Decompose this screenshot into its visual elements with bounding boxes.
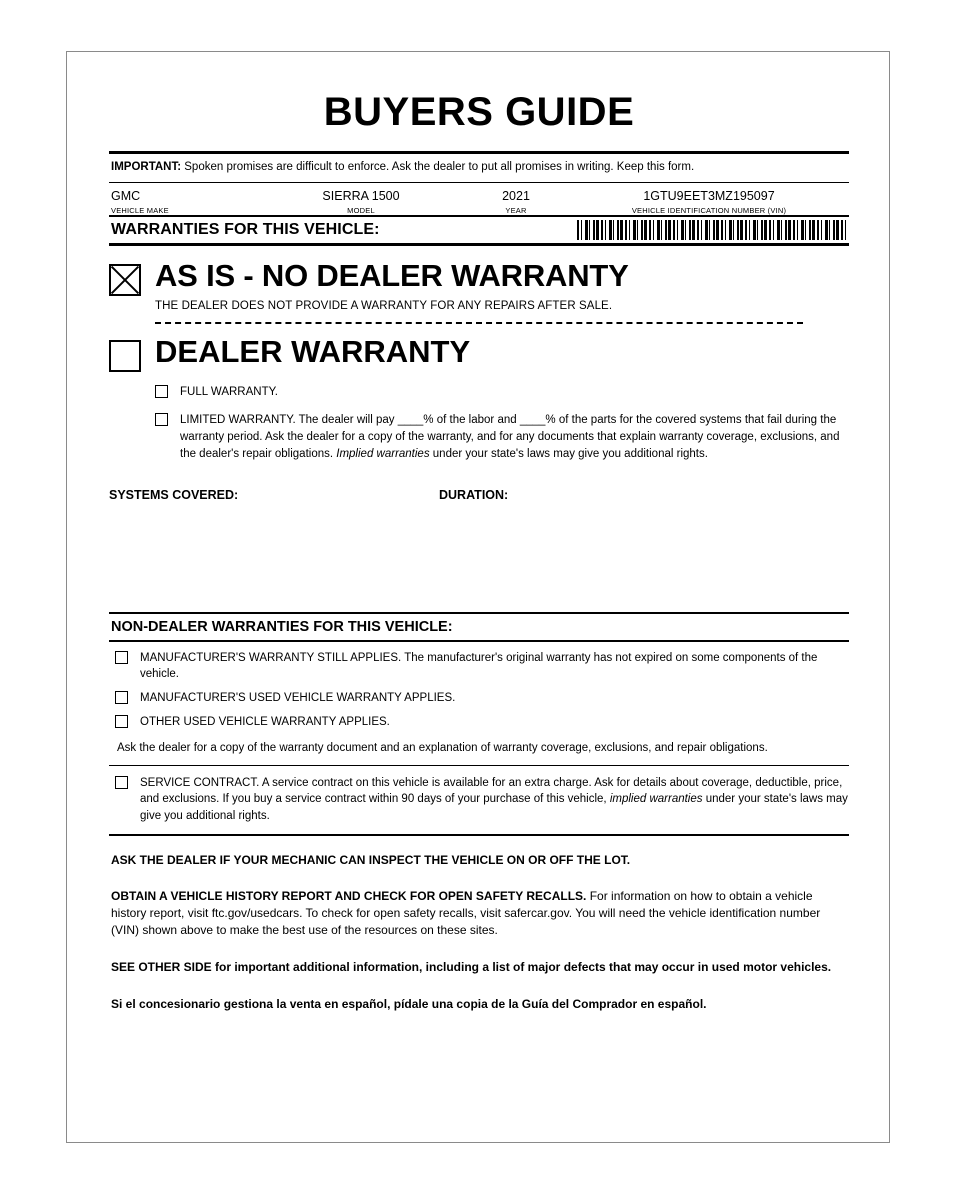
vehicle-model-value: SIERRA 1500 — [322, 188, 400, 203]
history-report-bold: OBTAIN A VEHICLE HISTORY REPORT AND CHECK FOR OPEN SAFETY RECALLS. — [111, 889, 587, 904]
vehicle-vin-value: 1GTU9EET3MZ195097 — [643, 188, 775, 203]
nd-checkbox-1[interactable] — [115, 691, 128, 704]
nd-item-0 — [115, 650, 849, 682]
nd-item-2 — [115, 714, 849, 730]
buyers-guide-sheet — [66, 51, 890, 1143]
service-contract-text-part2: under your state's laws may give you additional rights. — [140, 793, 848, 823]
service-contract-row — [115, 775, 849, 825]
full-warranty-text: FULL WARRANTY. — [180, 385, 278, 398]
nd-item-1 — [115, 690, 849, 706]
dashed-divider — [155, 322, 803, 324]
as-is-subtitle: THE DEALER DOES NOT PROVIDE A WARRANTY FOR ANY REPAIRS AFTER SALE. — [155, 299, 613, 312]
other-side-notice — [111, 959, 847, 976]
divider-below-nondealer-header — [109, 640, 849, 642]
nd-checkbox-0[interactable] — [115, 651, 128, 664]
vehicle-year-label: YEAR — [505, 205, 527, 215]
vehicle-model-cell — [261, 189, 461, 215]
as-is-title: AS IS - NO DEALER WARRANTY — [155, 257, 629, 293]
history-report-notice — [111, 888, 847, 938]
dealer-warranty-checkbox[interactable] — [109, 340, 141, 372]
full-warranty-row — [155, 384, 849, 401]
nd-text-2: OTHER USED VEHICLE WARRANTY APPLIES. — [140, 716, 390, 729]
vehicle-make-label: VEHICLE MAKE — [111, 205, 169, 215]
as-is-row — [109, 257, 849, 296]
systems-duration-row — [109, 488, 849, 502]
vehicle-year-cell — [461, 189, 571, 215]
limited-warranty-text-part1: LIMITED WARRANTY. The dealer will pay ____% of the labor and ____% of the parts for the covered systems that fail during the warranty period. Ask the dealer for a copy of the warranty, and for any documents that explain warranty coverage, exclusions, and the dealer's repair obligations. — [180, 414, 840, 460]
nd-text-1: MANUFACTURER'S USED VEHICLE WARRANTY APPLIES. — [140, 692, 456, 705]
nd-text-0: MANUFACTURER'S WARRANTY STILL APPLIES. The manufacturer's original warranty has not expired on some components of the vehicle. — [140, 652, 818, 681]
limited-warranty-checkbox[interactable] — [155, 413, 168, 426]
other-side-normal: for important additional information, including a list of major defects that may occur in used motor vehicles. — [211, 959, 832, 974]
nd-checkbox-2[interactable] — [115, 715, 128, 728]
inspect-notice: ASK THE DEALER IF YOUR MECHANIC CAN INSPECT THE VEHICLE ON OR OFF THE LOT. — [111, 852, 631, 867]
duration-label: DURATION: — [439, 488, 509, 503]
vehicle-make-cell — [111, 189, 261, 215]
service-contract-text — [140, 775, 849, 825]
vehicle-make-value: GMC — [111, 188, 141, 203]
vehicle-model-label: MODEL — [347, 205, 375, 215]
vin-barcode-icon — [577, 220, 847, 240]
service-contract-text-part1: SERVICE CONTRACT. A service contract on this vehicle is available for an extra charge. Ask for details about coverage, deductible, price, and exclusions. If you buy a service contract within 90 days of your purchase of this vehicle, — [140, 776, 843, 806]
dealer-warranty-section — [109, 333, 849, 613]
as-is-checkbox[interactable] — [109, 264, 141, 296]
dealer-warranty-title: DEALER WARRANTY — [155, 333, 471, 369]
warranties-header: WARRANTIES FOR THIS VEHICLE: — [111, 220, 380, 238]
limited-warranty-row — [155, 412, 849, 462]
non-dealer-header: NON-DEALER WARRANTIES FOR THIS VEHICLE: — [111, 619, 453, 636]
buyers-guide-content — [109, 72, 849, 1012]
non-dealer-note: Ask the dealer for a copy of the warranty document and an explanation of warranty coverage, exclusions, and repair obligations. — [117, 741, 768, 754]
full-warranty-checkbox[interactable] — [155, 385, 168, 398]
important-label: IMPORTANT: — [111, 161, 182, 173]
page-title: BUYERS GUIDE — [323, 90, 635, 134]
service-contract-text-italic: implied warranties — [609, 793, 703, 806]
spanish-notice: Si el concesionario gestiona la venta en español, pídale una copia de la Guía del Comprador en español. — [111, 996, 707, 1011]
vehicle-info-row — [109, 183, 849, 215]
dealer-warranty-row — [109, 333, 849, 372]
limited-warranty-text-part2: under your state's laws may give you additional rights. — [429, 447, 708, 460]
limited-warranty-text — [180, 412, 849, 462]
systems-covered-blank-area[interactable] — [109, 502, 849, 612]
vehicle-year-value: 2021 — [502, 188, 530, 203]
important-notice — [109, 154, 849, 182]
divider-above-service-contract — [109, 765, 849, 766]
history-report-normal: For information on how to obtain a vehicle history report, visit ftc.gov/usedcars. To check for open safety recalls, visit safercar.gov. You will need the vehicle identification number (VIN) shown above to make the best use of the resources on these sites. — [111, 889, 821, 938]
systems-covered-label: SYSTEMS COVERED: — [109, 488, 239, 503]
warranties-header-row — [109, 217, 849, 243]
important-text: Spoken promises are difficult to enforce. Ask the dealer to put all promises in writing. Keep this form. — [184, 161, 695, 173]
other-side-bold: SEE OTHER SIDE — [111, 959, 212, 974]
as-is-section — [109, 246, 849, 312]
vehicle-vin-label: VEHICLE IDENTIFICATION NUMBER (VIN) — [631, 205, 787, 215]
vehicle-vin-cell — [571, 189, 847, 215]
service-contract-checkbox[interactable] — [115, 776, 128, 789]
limited-warranty-text-italic: Implied warranties — [336, 447, 430, 460]
